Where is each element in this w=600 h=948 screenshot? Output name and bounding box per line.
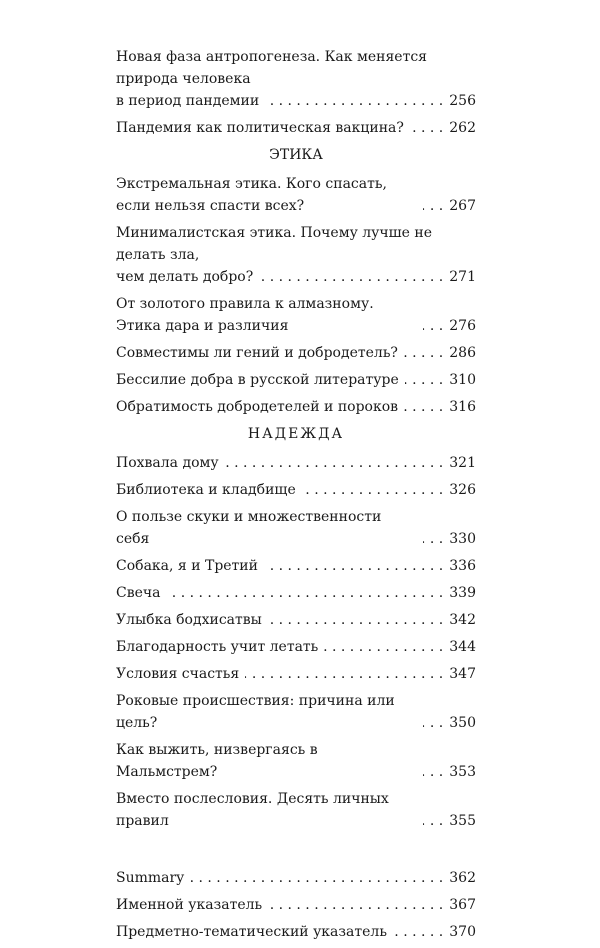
toc-entry-title (116, 369, 399, 391)
toc-entry-page-number: 310 (449, 372, 476, 388)
toc-entry-page-number: 344 (449, 639, 476, 655)
toc-entry-title-line: Пандемия как политическая вакцина? (116, 120, 404, 136)
toc-entry-page-number: 262 (449, 120, 476, 136)
toc-group-back-matter (116, 867, 476, 943)
toc-entry-title-line: Библиотека и кладбище (116, 482, 296, 498)
dot-leader (405, 369, 444, 391)
dot-leader (393, 921, 443, 943)
toc-entry-title (116, 293, 417, 337)
toc-entry-page-number: 267 (449, 198, 476, 214)
toc-group-ethics (116, 173, 476, 418)
toc-entry-title (116, 452, 219, 474)
toc-entry-title (116, 582, 160, 604)
dot-leader (259, 266, 443, 288)
toc-entry-title (116, 636, 318, 658)
toc-entry-title-line: Свеча (116, 585, 161, 601)
toc-entry[interactable] (116, 46, 476, 112)
dot-leader (302, 479, 444, 501)
toc-entry[interactable] (116, 452, 476, 474)
toc-entry-title (116, 690, 417, 734)
toc-entry-title-line: Условия счастья (116, 666, 240, 682)
toc-entry-title-line: Похвала дому (116, 455, 219, 471)
toc-entry[interactable] (116, 663, 476, 685)
toc-entry-page-number: 326 (449, 482, 476, 498)
toc-entry-title (116, 173, 417, 217)
dot-leader (166, 582, 443, 604)
toc-entry-title (116, 921, 387, 943)
toc-entry-page-number: 362 (449, 870, 476, 886)
toc-entry-title-line: в период пандемии (116, 93, 260, 109)
toc-entry[interactable] (116, 396, 476, 418)
toc-entry-title (116, 555, 258, 577)
toc-entry[interactable] (116, 369, 476, 391)
toc-entry[interactable] (116, 921, 476, 943)
section-heading-ethics: ЭТИКА (269, 147, 323, 163)
dot-leader (423, 810, 443, 832)
toc-entry-page-number: 316 (449, 399, 476, 415)
toc-entry[interactable] (116, 342, 476, 364)
toc-entry[interactable] (116, 788, 476, 832)
toc-entry[interactable] (116, 690, 476, 734)
dot-leader (268, 894, 443, 916)
toc-entry[interactable] (116, 222, 476, 288)
toc-entry-page-number: 286 (449, 345, 476, 361)
table-of-contents (116, 46, 476, 948)
dot-leader (404, 342, 443, 364)
dot-leader (410, 117, 443, 139)
toc-entry-page-number: 271 (449, 269, 476, 285)
toc-entry[interactable] (116, 894, 476, 916)
toc-entry-page-number: 370 (449, 924, 476, 940)
toc-entry[interactable] (116, 173, 476, 217)
toc-group-hope (116, 452, 476, 832)
toc-entry-page-number: 353 (449, 764, 476, 780)
toc-entry-title (116, 117, 404, 139)
toc-group-intro (116, 46, 476, 139)
toc-entry[interactable] (116, 867, 476, 889)
section-heading-hope: НАДЕЖДА (247, 426, 345, 442)
toc-entry-title-line: чем делать добро? (116, 269, 254, 285)
toc-entry-title-line: Экстремальная этика. Кого спасать, если нельзя спасти всех? (116, 176, 387, 214)
toc-entry-title-line: Роковые происшествия: причина или цель? (116, 693, 395, 731)
toc-entry-page-number: 256 (449, 93, 476, 109)
toc-entry-title-line: Благодарность учит летать (116, 639, 319, 655)
toc-entry-title (116, 222, 476, 288)
toc-entry-title (116, 894, 262, 916)
toc-entry-title-line: Именной указатель (116, 897, 263, 913)
toc-entry-title-line: Вместо послесловия. Десять личных правил (116, 791, 389, 829)
dot-leader (423, 195, 443, 217)
toc-entry[interactable] (116, 555, 476, 577)
dot-leader (324, 636, 443, 658)
toc-entry-title (116, 342, 398, 364)
toc-entry-title-line: Бессилие добра в русской литературе (116, 372, 399, 388)
toc-entry-page-number: 336 (449, 558, 476, 574)
dot-leader (268, 609, 443, 631)
dot-leader (245, 663, 443, 685)
toc-entry-title-line: Собака, я и Третий (116, 558, 258, 574)
toc-entry-page-number: 339 (449, 585, 476, 601)
toc-entry-title (116, 739, 417, 783)
dot-leader (225, 452, 444, 474)
dot-leader (423, 761, 443, 783)
toc-entry-title (116, 46, 476, 112)
toc-entry[interactable] (116, 293, 476, 337)
dot-leader (264, 555, 443, 577)
toc-entry[interactable] (116, 636, 476, 658)
dot-leader (404, 396, 443, 418)
toc-entry-page-number: 347 (449, 666, 476, 682)
toc-entry-title-line: Как выжить, низвергаясь в Мальмстрем? (116, 742, 318, 780)
toc-entry-page-number: 350 (449, 715, 476, 731)
toc-entry-title (116, 479, 296, 501)
toc-entry[interactable] (116, 609, 476, 631)
toc-entry[interactable] (116, 582, 476, 604)
dot-leader (265, 90, 443, 112)
toc-entry[interactable] (116, 739, 476, 783)
toc-entry-title-line: От золотого правила к алмазному. Этика дара и различия (116, 296, 374, 334)
toc-entry-title-line: О пользе скуки и множественности себя (116, 509, 382, 547)
toc-entry[interactable] (116, 117, 476, 139)
toc-entry-page-number: 355 (449, 813, 476, 829)
toc-entry[interactable] (116, 506, 476, 550)
dot-leader (423, 528, 443, 550)
toc-entry-title-line: Summary (116, 870, 185, 886)
toc-entry-title (116, 609, 262, 631)
toc-entry-title (116, 506, 417, 550)
toc-entry-title (116, 396, 398, 418)
spacer (116, 837, 476, 867)
toc-entry-title-line: Новая фаза антропогенеза. Как меняется природа человека (116, 49, 428, 87)
toc-entry-page-number: 367 (449, 897, 476, 913)
toc-entry-title-line: Предметно-тематический указатель (116, 924, 387, 940)
toc-entry-title-line: Совместимы ли гений и добродетель? (116, 345, 398, 361)
toc-entry-page-number: 330 (449, 531, 476, 547)
dot-leader (423, 712, 443, 734)
dot-leader (423, 315, 443, 337)
toc-entry[interactable] (116, 479, 476, 501)
toc-entry-title (116, 788, 417, 832)
toc-entry-title (116, 663, 239, 685)
toc-entry-title (116, 867, 184, 889)
toc-entry-title-line: Обратимость добродетелей и пороков (116, 399, 399, 415)
dot-leader (190, 867, 443, 889)
toc-entry-title-line: Улыбка бодхисатвы (116, 612, 262, 628)
toc-entry-page-number: 276 (449, 318, 476, 334)
toc-entry-title-line: Минималистская этика. Почему лучше не делать зла, (116, 225, 433, 263)
toc-entry-page-number: 342 (449, 612, 476, 628)
toc-entry-page-number: 321 (449, 455, 476, 471)
